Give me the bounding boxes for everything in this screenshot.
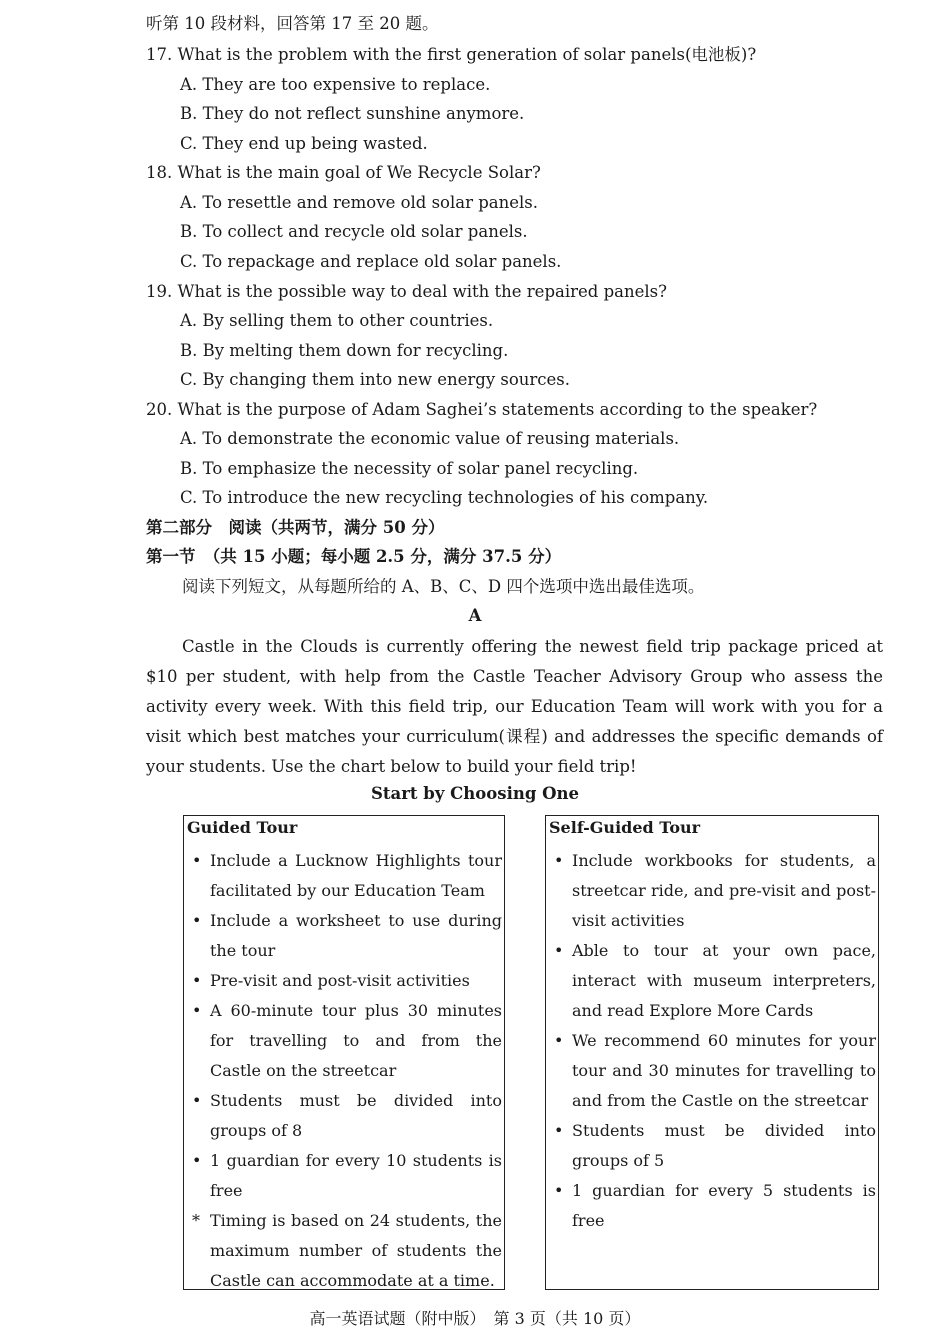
bullet-marker: • xyxy=(192,1091,202,1110)
question-20-option-c: C. To introduce the new recycling technologies of his company. xyxy=(180,488,709,507)
list-item-text: Pre-visit and post-visit activities xyxy=(210,971,470,990)
list-item-text: 1 guardian for every 10 students is free xyxy=(210,1151,502,1200)
list-item xyxy=(184,1086,504,1146)
question-20-option-b: B. To emphasize the necessity of solar panel recycling. xyxy=(180,459,639,478)
passage-label: A xyxy=(468,606,482,625)
bullet-marker: • xyxy=(554,1121,564,1140)
list-item xyxy=(546,936,878,1026)
page-footer: 高一英语试题（附中版） 第 3 页（共 10 页） xyxy=(309,1309,641,1328)
list-item-text: 1 guardian for every 5 students is free xyxy=(572,1181,876,1230)
list-item xyxy=(184,996,504,1086)
list-item-text: Students must be divided into groups of 8 xyxy=(210,1091,502,1140)
list-item xyxy=(184,966,504,996)
question-17-option-c: C. They end up being wasted. xyxy=(180,134,428,153)
list-item xyxy=(184,846,504,906)
list-item-text: Able to tour at your own pace, interact with museum interpreters, and read Explore More Cards xyxy=(572,941,876,1020)
list-item xyxy=(546,1176,878,1236)
list-item-text: We recommend 60 minutes for your tour and 30 minutes for travelling to and from the Castle on the streetcar xyxy=(572,1031,876,1110)
question-19-option-a: A. By selling them to other countries. xyxy=(180,311,494,330)
reading-instruction: 阅读下列短文，从每题所给的 A、B、C、D 四个选项中选出最佳选项。 xyxy=(182,577,705,596)
list-item xyxy=(546,1116,878,1176)
question-19-option-c: C. By changing them into new energy sources. xyxy=(180,370,571,389)
question-20-stem: 20. What is the purpose of Adam Saghei’s statements according to the speaker? xyxy=(146,400,818,419)
list-item xyxy=(546,846,878,936)
bullet-marker: • xyxy=(192,851,202,870)
bullet-marker: • xyxy=(554,1031,564,1050)
bullet-marker: • xyxy=(192,911,202,930)
list-item-text: Students must be divided into groups of 5 xyxy=(572,1121,876,1170)
list-item xyxy=(184,906,504,966)
question-18-option-c: C. To repackage and replace old solar panels. xyxy=(180,252,562,271)
list-item-text: Include a Lucknow Highlights tour facilitated by our Education Team xyxy=(210,851,502,900)
bullet-marker: • xyxy=(554,1181,564,1200)
guided-tour-box xyxy=(183,815,505,1290)
bullet-marker: • xyxy=(192,1151,202,1170)
question-20-option-a: A. To demonstrate the economic value of reusing materials. xyxy=(180,429,680,448)
question-19-option-b: B. By melting them down for recycling. xyxy=(180,341,509,360)
self-guided-tour-title: Self-Guided Tour xyxy=(549,818,701,837)
self-guided-tour-box xyxy=(545,815,879,1290)
bullet-marker: • xyxy=(554,851,564,870)
passage-paragraph xyxy=(146,632,883,782)
question-18-stem: 18. What is the main goal of We Recycle Solar? xyxy=(146,163,541,182)
question-18-option-a: A. To resettle and remove old solar panels. xyxy=(180,193,539,212)
question-17-option-b: B. They do not reflect sunshine anymore. xyxy=(180,104,525,123)
passage-text: Castle in the Clouds is currently offering the newest field trip package priced at $10 per student, with help from the Castle Teacher Advisory Group who assess the activity every week. With this field trip, our Education Team will work with you for a visit which best matches your curriculum(课程) and addresses the specific demands of your students. Use the chart below to build your field trip! xyxy=(146,637,883,776)
section-one-heading: 第一节 （共 15 小题；每小题 2.5 分，满分 37.5 分） xyxy=(146,547,562,566)
question-17-option-a: A. They are too expensive to replace. xyxy=(180,75,491,94)
question-19-stem: 19. What is the possible way to deal with the repaired panels? xyxy=(146,282,667,301)
question-18-option-b: B. To collect and recycle old solar panels. xyxy=(180,222,528,241)
part-two-heading: 第二部分 阅读（共两节，满分 50 分） xyxy=(146,518,445,537)
listening-intro: 听第 10 段材料，回答第 17 至 20 题。 xyxy=(146,14,439,33)
list-item-text: Include a worksheet to use during the tour xyxy=(210,911,502,960)
guided-tour-title: Guided Tour xyxy=(187,818,298,837)
guided-tour-list xyxy=(184,846,504,1296)
list-item-text: Timing is based on 24 students, the maximum number of students the Castle can accommodate at a time. xyxy=(210,1211,502,1290)
list-item-text: Include workbooks for students, a streetcar ride, and pre-visit and post-visit activities xyxy=(572,851,876,930)
list-item xyxy=(184,1146,504,1206)
chart-title: Start by Choosing One xyxy=(371,784,579,803)
bullet-marker: • xyxy=(192,971,202,990)
bullet-marker: • xyxy=(554,941,564,960)
list-item xyxy=(546,1026,878,1116)
list-item-text: A 60-minute tour plus 30 minutes for travelling to and from the Castle on the streetcar xyxy=(210,1001,502,1080)
bullet-marker: • xyxy=(192,1001,202,1020)
question-17-stem: 17. What is the problem with the first generation of solar panels(电池板)? xyxy=(146,45,757,64)
list-item xyxy=(184,1206,504,1296)
self-guided-tour-list xyxy=(546,846,878,1236)
asterisk-marker: * xyxy=(192,1211,200,1230)
